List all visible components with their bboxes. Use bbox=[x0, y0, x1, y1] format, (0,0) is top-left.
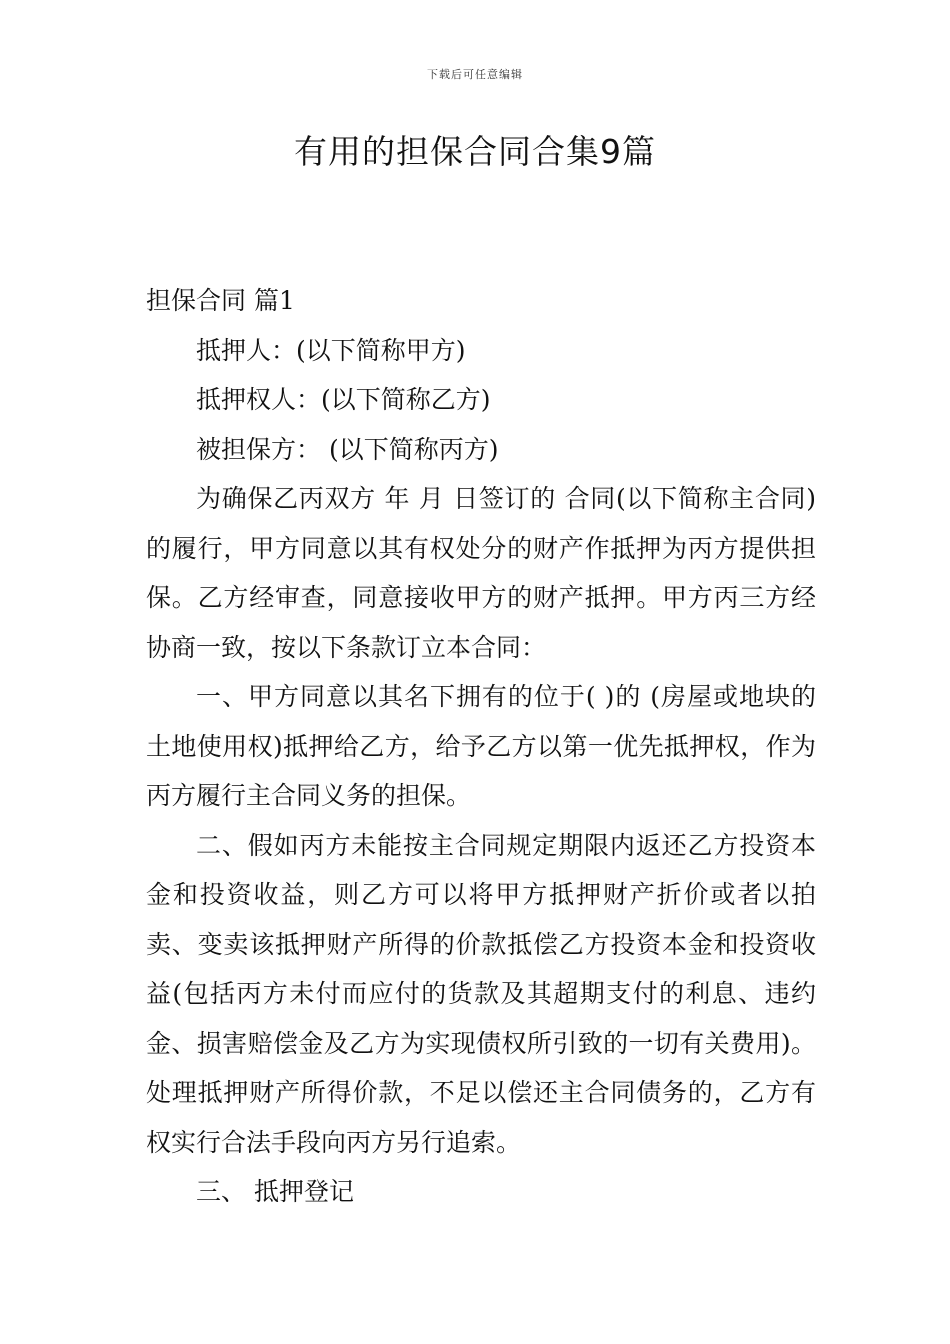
header-note: 下载后可任意编辑 bbox=[427, 68, 523, 81]
paragraph-clause-3-heading: 三、 抵押登记 bbox=[196, 1177, 354, 1206]
paragraph-guaranteed-party: 被担保方： (以下简称丙方) bbox=[196, 434, 499, 464]
paragraph-clause-2: 二、假如丙方未能按主合同规定期限内返还乙方投资本金和投资收益，则乙方可以将甲方抵押财产折价或者以拍卖、变卖该抵押财产所得的价款抵偿乙方投资本金和投资收益(包括丙方未付而应付的货款及其超期支付的利息、违约金、损害赔偿金及乙方为实现债权所引致的一切有关费用)。处理抵押财产所得价款，不足以偿还主合同债务的，乙方有权实行合法手段向丙方另行追索。 bbox=[146, 830, 816, 1157]
document-title: 有用的担保合同合集9篇 bbox=[294, 132, 656, 171]
document-body bbox=[146, 276, 816, 1217]
paragraph-mortgagee: 抵押权人：(以下简称乙方) bbox=[196, 385, 491, 414]
paragraph-preamble: 为确保乙丙双方 年 月 日签订的 合同(以下简称主合同)的履行，甲方同意以其有权处分的财产作抵押为丙方提供担保。乙方经审查，同意接收甲方的财产抵押。甲方丙三方经协商一致，按以下条款订立本合同： bbox=[146, 484, 816, 662]
section-heading: 担保合同 篇1 bbox=[146, 286, 295, 315]
paragraph-mortgagor: 抵押人：(以下简称甲方) bbox=[196, 335, 466, 365]
paragraph-clause-1: 一、甲方同意以其名下拥有的位于( )的 (房屋或地块的土地使用权)抵押给乙方，给予乙方以第一优先抵押权，作为丙方履行主合同义务的担保。 bbox=[146, 682, 816, 810]
